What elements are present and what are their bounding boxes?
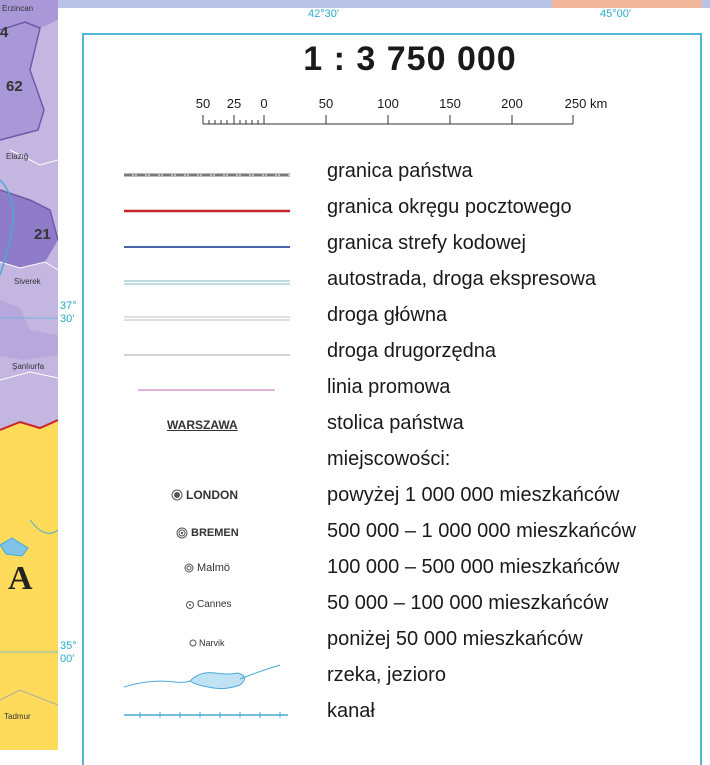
scale-label: 100 [377,96,399,111]
city-50k-symbol [187,602,194,609]
city-1m-sample: LONDON [186,488,238,502]
map-top-strip [58,0,710,8]
river-lake-symbol [124,665,280,689]
legend-text-city-1m: powyżej 1 000 000 mieszkańców [327,484,620,506]
city-small-sample: Narvik [199,638,225,648]
scale-label: 250 km [564,96,608,111]
capital-sample: WARSZAWA [167,418,238,432]
city-500k-sample: BREMEN [191,527,239,539]
city-50k-sample: Cannes [197,599,232,610]
legend-text-secondary-road: droga drugorzędna [327,340,497,362]
scale-label: 200 [501,96,523,111]
legend-text-postal-border: granica okręgu pocztowego [327,196,572,218]
legend-text-city-100k: 100 000 – 500 000 mieszkańców [327,556,620,578]
scale-label: 50 [195,96,211,111]
legend-text-river-lake: rzeka, jezioro [327,664,446,686]
scale-label: 25 [226,96,242,111]
legend-text-motorway: autostrada, droga ekspresowa [327,268,597,290]
city-500k-symbol [177,528,187,538]
map-strip [0,0,58,750]
district-number: 21 [34,226,51,243]
legend-text-canal: kanał [327,700,375,722]
place-label: Elazığ [6,152,29,161]
district-number: 62 [6,78,23,95]
legend-text-city-small: poniżej 50 000 mieszkańców [327,628,583,650]
legend-text-main-road: droga główna [327,304,448,326]
canal-symbol [124,712,288,718]
latitude-label: 37° 30' [60,300,77,325]
district-number: 4 [0,24,9,41]
city-1m-symbol [172,490,182,500]
place-label: Siverek [14,277,41,286]
latitude-label: 35° 00' [60,640,77,665]
motorway-symbol [124,281,290,284]
city-small-symbol [190,640,196,646]
legend-text-state-border: granica państwa [327,160,473,182]
scale-ratio: 1 : 3 750 000 [303,40,517,78]
legend-text-code-zone: granica strefy kodowej [327,232,526,254]
scale-label: 150 [439,96,461,111]
longitude-label: 45°00' [600,8,631,20]
scale-label: 0 [260,96,268,111]
city-100k-sample: Malmö [197,562,231,574]
region-letter: A [8,560,33,597]
longitude-label: 42°30' [308,8,339,20]
legend-text-ferry: linia promowa [327,376,451,398]
legend-text-localities: miejscowości: [327,448,451,470]
legend-text-city-50k: 50 000 – 100 000 mieszkańców [327,592,609,614]
place-label: Tadmur [4,712,31,721]
scale-bar [195,112,585,126]
legend-text-capital: stolica państwa [327,412,464,434]
legend-symbols [120,165,295,735]
place-label: Şanlıurfa [12,362,45,371]
scale-label: 50 [318,96,334,111]
place-label: Erzincan [2,4,34,13]
main-road-symbol [124,317,290,320]
map-background [0,0,58,750]
legend-text-city-500k: 500 000 – 1 000 000 mieszkańców [327,520,637,542]
city-100k-symbol [185,564,193,572]
